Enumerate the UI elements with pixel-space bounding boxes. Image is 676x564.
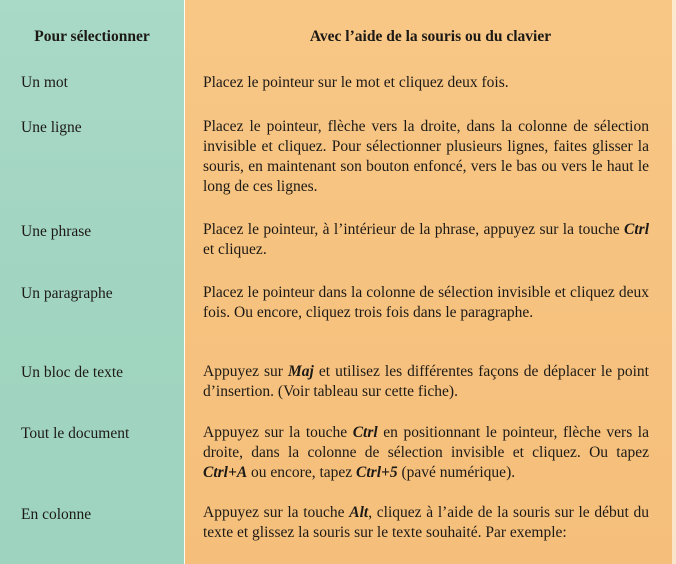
description-text: Placez le pointeur dans la colonne de sélection invisible et cliquez deux fois. Ou encore, cliquez trois fois dans le paragraphe. [203,284,649,321]
row-description [203,73,649,93]
description-text: et cliquez. [203,241,267,258]
description-text: , cliquez à l’aide de la souris sur le début du texte et glissez la souris sur le texte souhaité. Par exemple: [203,504,649,541]
description-text: Appuyez sur la touche [203,424,353,441]
row-label: Un bloc de texte [21,364,124,381]
description-text: Placez le pointeur, flèche vers la droite, dans la colonne de sélection invisible et cliquez. Pour sélectionner plusieurs lignes, faites glisser la souris, en maintenant son bouton enfoncé, vers le bas ou vers le haut le long de ces lignes. [203,118,649,195]
shortcut-key: Ctrl+A [203,464,248,481]
description-text: en positionnant le pointeur, flèche vers la droite, dans la colonne de sélection invisible et cliquez. Ou tapez [203,424,649,461]
row-description [203,283,649,323]
column-header-selection: Pour sélectionner [34,28,150,45]
row-description [203,423,649,483]
description-text: et utilisez les différentes façons de déplacer le point d’insertion. (Voir tableau sur cette fiche). [203,363,649,400]
shortcut-key: Ctrl [624,221,649,238]
row-description [203,503,649,543]
row-label: Une ligne [21,119,82,136]
shortcut-key: Ctrl [352,424,378,441]
row-description [203,220,649,260]
row-label: Un paragraphe [21,285,113,302]
description-text: Appuyez sur la touche [203,504,350,521]
description-text: (pavé numérique). [397,464,516,481]
description-text: Placez le pointeur, à l’intérieur de la phrase, appuyez sur la touche [203,221,625,238]
row-description [203,362,649,402]
row-label: Tout le document [21,425,130,442]
row-description [203,117,649,197]
description-text: ou encore, tapez [247,464,357,481]
description-text: Appuyez sur [203,363,288,380]
shortcut-key: Ctrl+5 [356,464,398,481]
row-label: Un mot [21,74,68,91]
shortcut-key: Alt [349,504,369,521]
row-label: Une phrase [21,223,92,240]
row-label: En colonne [21,506,92,523]
description-text: Placez le pointeur sur le mot et cliquez deux fois. [203,74,509,91]
shortcut-key: Maj [287,363,314,380]
page-edge [672,0,676,564]
column-header-method: Avec l’aide de la souris ou du clavier [309,28,552,45]
